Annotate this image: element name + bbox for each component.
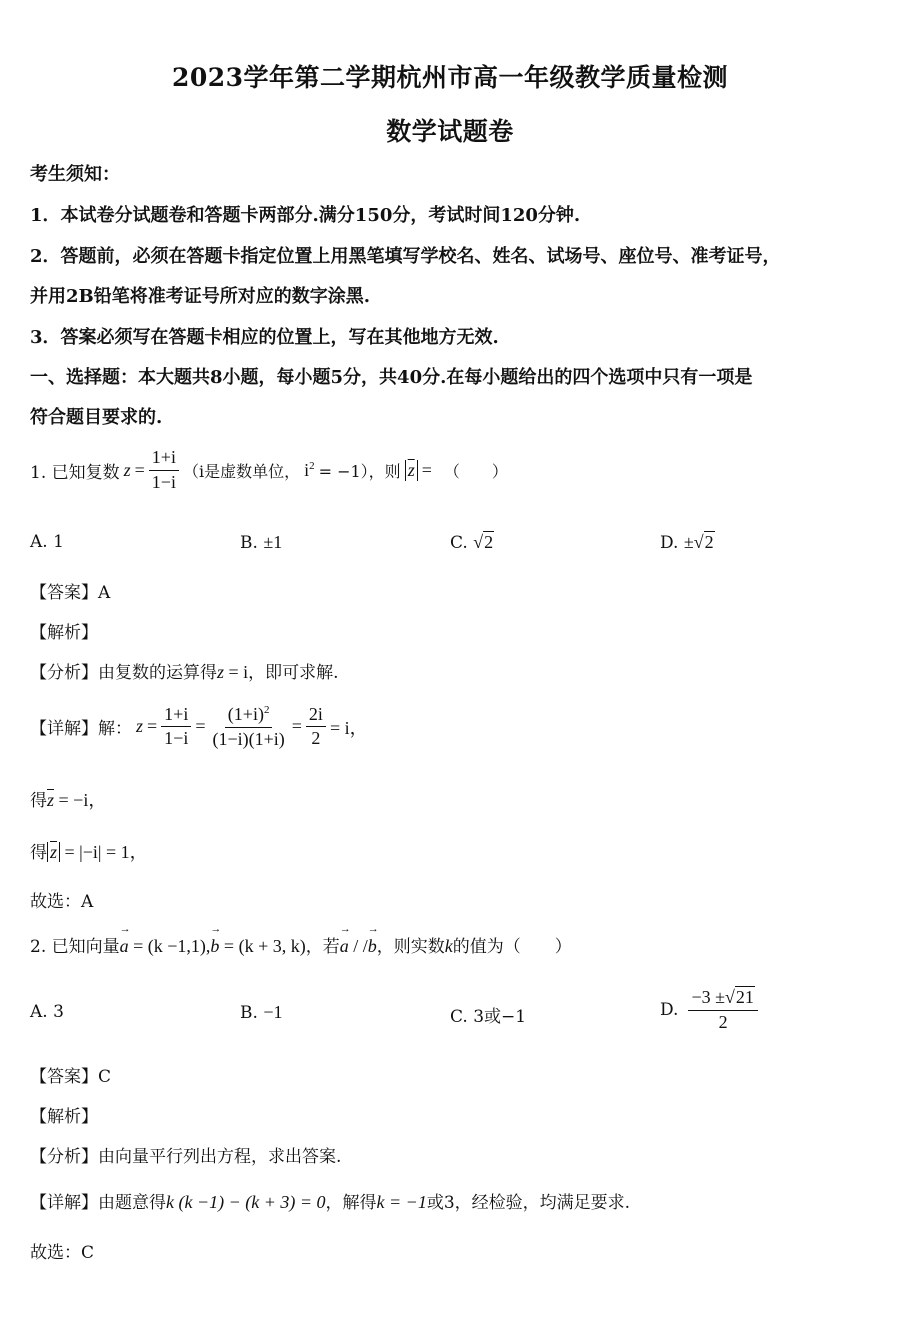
q2-tail: 的值为（ ） <box>452 937 572 957</box>
q1-step-3 <box>30 838 148 864</box>
q1-abs-eq: = <box>421 459 432 480</box>
q1-detail-frac-3-num: 2i <box>306 705 326 728</box>
q1-i-base: i <box>304 459 310 480</box>
q1-fenxi-eq: = i <box>224 662 249 682</box>
q1-step-3-rest: = |−i| = 1， <box>60 842 148 862</box>
q1-fraction <box>149 448 179 493</box>
q2-analysis-heading: 【解析】 <box>30 1107 98 1127</box>
q2-option-d-numerator: −3 ±√21 <box>688 988 757 1011</box>
section-1-heading-cont: 符合题目要求的. <box>30 407 163 428</box>
q2-option-a: A. 3 <box>30 1002 64 1022</box>
q2-option-c <box>450 1002 526 1027</box>
q2-option-d-label: D. <box>660 1000 679 1021</box>
q1-equals: = <box>134 459 145 480</box>
q1-i-exponent: 2 <box>309 459 315 472</box>
q1-z: z <box>123 459 131 480</box>
q1-blank: （ ） <box>443 461 508 481</box>
q1-zbar: $\overline{z}$ <box>407 459 415 480</box>
notice-item-2a: 2．答题前，必须在答题卡指定位置上用黑笔填写学校名、姓名、试场号、座位号、准考证号， <box>30 246 781 267</box>
q1-option-c-value: 2 <box>484 532 494 552</box>
q1-option-d-pm: ± <box>683 532 694 552</box>
exam-title: 2023学年第二学期杭州市高一年级教学质量检测 <box>171 63 729 92</box>
notice-heading: 考生须知： <box>30 164 120 185</box>
q1-i-rhs: = −1），则 <box>318 461 401 481</box>
q1-fraction-numerator: 1+i <box>149 448 179 471</box>
q1-abs-zbar <box>405 460 418 481</box>
q2-cond-suffix: ，则实数 <box>376 937 445 957</box>
q1-option-c: C. √2 <box>450 532 494 553</box>
q2-option-c-label: C. <box>450 1007 468 1027</box>
q2-option-b-value: −1 <box>263 1002 283 1022</box>
q1-detail-frac-1 <box>161 705 191 750</box>
q2-detail <box>30 1188 630 1213</box>
q1-answer: 【答案】A <box>30 583 111 603</box>
q1-detail-prefix: 【详解】解： <box>30 719 132 740</box>
q1-i-squared <box>304 460 315 481</box>
q1-step-3-prefix: 得 <box>30 843 47 863</box>
q1-detail-frac-2-num-exp: 2 <box>263 704 270 716</box>
q1-option-d-value: 2 <box>704 532 714 552</box>
q2-detail-k: k = −1 <box>376 1192 427 1212</box>
q2-parallel-symbol: / / <box>348 936 368 956</box>
q1-fenxi-z: z <box>217 662 225 682</box>
q2-vector-b-value: = (k + 3, k) <box>219 936 306 956</box>
notice-item-2b: 并用2B铅笔将准考证号所对应的数字涂黑. <box>30 286 371 307</box>
q2-detail-equation: k (k −1) − (k + 3) = 0 <box>166 1192 326 1212</box>
notice-item-3: 3．答案必须写在答题卡相应的位置上，写在其他地方无效. <box>30 327 499 348</box>
q2-option-c-value: 3或−1 <box>473 1007 527 1027</box>
q1-fenxi <box>30 658 339 683</box>
q1-option-d: D. ±√2 <box>660 532 714 553</box>
q2-option-b-label: B. <box>240 1003 258 1023</box>
q1-paren-text: （i是虚数单位， <box>182 461 301 481</box>
q1-option-b-label: B. <box>240 533 258 553</box>
q2-cond-prefix: ，若 <box>305 937 340 957</box>
q2-option-d-fraction <box>688 988 757 1033</box>
q1-detail-frac-2-den: (1−i)(1+i) <box>212 728 285 749</box>
q1-detail-frac-1-num: 1+i <box>161 705 191 728</box>
q2-option-d-num-sqrt: 21 <box>735 987 754 1007</box>
q2-vector-a-value: = (k −1,1), <box>128 936 211 956</box>
q1-choose: 故选：A <box>30 892 94 912</box>
q2-stem-prefix: 2. 已知向量 <box>30 937 120 957</box>
q2-parallel-b: → b <box>368 936 377 956</box>
q1-option-b <box>240 532 282 553</box>
q1-option-a: A. 1 <box>30 532 64 552</box>
q1-fraction-denominator: 1−i <box>151 471 176 492</box>
q1-detail-end: = i， <box>329 717 368 738</box>
q1-option-b-value: ±1 <box>263 532 283 552</box>
q1-detail-frac-2 <box>209 704 287 750</box>
q2-vector-a: → a <box>120 936 129 956</box>
q2-answer: 【答案】C <box>30 1067 112 1087</box>
q2-parallel-a: → a <box>340 936 349 956</box>
q2-detail-prefix: 【详解】由题意得 <box>30 1193 166 1213</box>
q1-step-2-prefix: 得 <box>30 791 47 811</box>
q2-option-d <box>660 988 758 1033</box>
q2-option-d-num-pre: −3 ± <box>691 987 725 1007</box>
q1-detail-frac-2-num-base: (1+i) <box>227 704 264 724</box>
q2-k-var: k <box>444 936 453 956</box>
q1-detail-z: z <box>136 716 144 737</box>
q2-fenxi: 【分析】由向量平行列出方程，求出答案. <box>30 1147 342 1167</box>
q2-detail-suffix: 或3，经检验，均满足要求. <box>426 1193 631 1213</box>
q1-option-d-label: D. <box>660 533 679 553</box>
q2-choose: 故选：C <box>30 1243 95 1263</box>
q2-option-d-denominator: 2 <box>718 1011 728 1032</box>
question-1-stem <box>30 448 508 493</box>
q2-detail-mid: ，解得 <box>325 1193 377 1213</box>
q1-detail-frac-2-num <box>225 704 273 728</box>
q1-stem-prefix: 1. 已知复数 <box>30 462 120 483</box>
q1-detail-frac-1-den: 1−i <box>164 728 189 749</box>
q1-detail-frac-3 <box>306 705 326 750</box>
q1-detail: 【详解】解： z = $\frac{1+i}{1-i}$ = $\frac{(1+i)^2}{(1-i)(1+i)}$ = $\frac{2i}{2}$ = i， <box>30 703 368 749</box>
q2-vector-b: → b <box>210 936 219 956</box>
q1-fenxi-suffix: ，即可求解. <box>248 663 339 683</box>
q1-step-3-zbar: $\overline{z}$ <box>50 842 58 862</box>
exam-subtitle: 数学试题卷 <box>386 117 514 146</box>
q1-step-2 <box>30 786 106 812</box>
section-1-heading: 一、选择题：本大题共8小题，每小题5分，共40分.在每小题给出的四个选项中只有一项是 <box>30 367 753 388</box>
q1-analysis-heading: 【解析】 <box>30 623 98 643</box>
q1-step-2-rest: = −i， <box>54 790 107 810</box>
notice-item-1: 1．本试卷分试题卷和答题卡两部分.满分150分，考试时间120分钟. <box>30 205 581 226</box>
question-2-stem <box>30 932 572 957</box>
q1-step-2-zbar: $\overline{z}$ <box>47 790 55 810</box>
q1-detail-frac-3-den: 2 <box>311 728 321 749</box>
q1-option-c-label: C. <box>450 533 468 553</box>
q2-option-b <box>240 1002 282 1023</box>
q1-fenxi-prefix: 【分析】由复数的运算得 <box>30 663 217 683</box>
